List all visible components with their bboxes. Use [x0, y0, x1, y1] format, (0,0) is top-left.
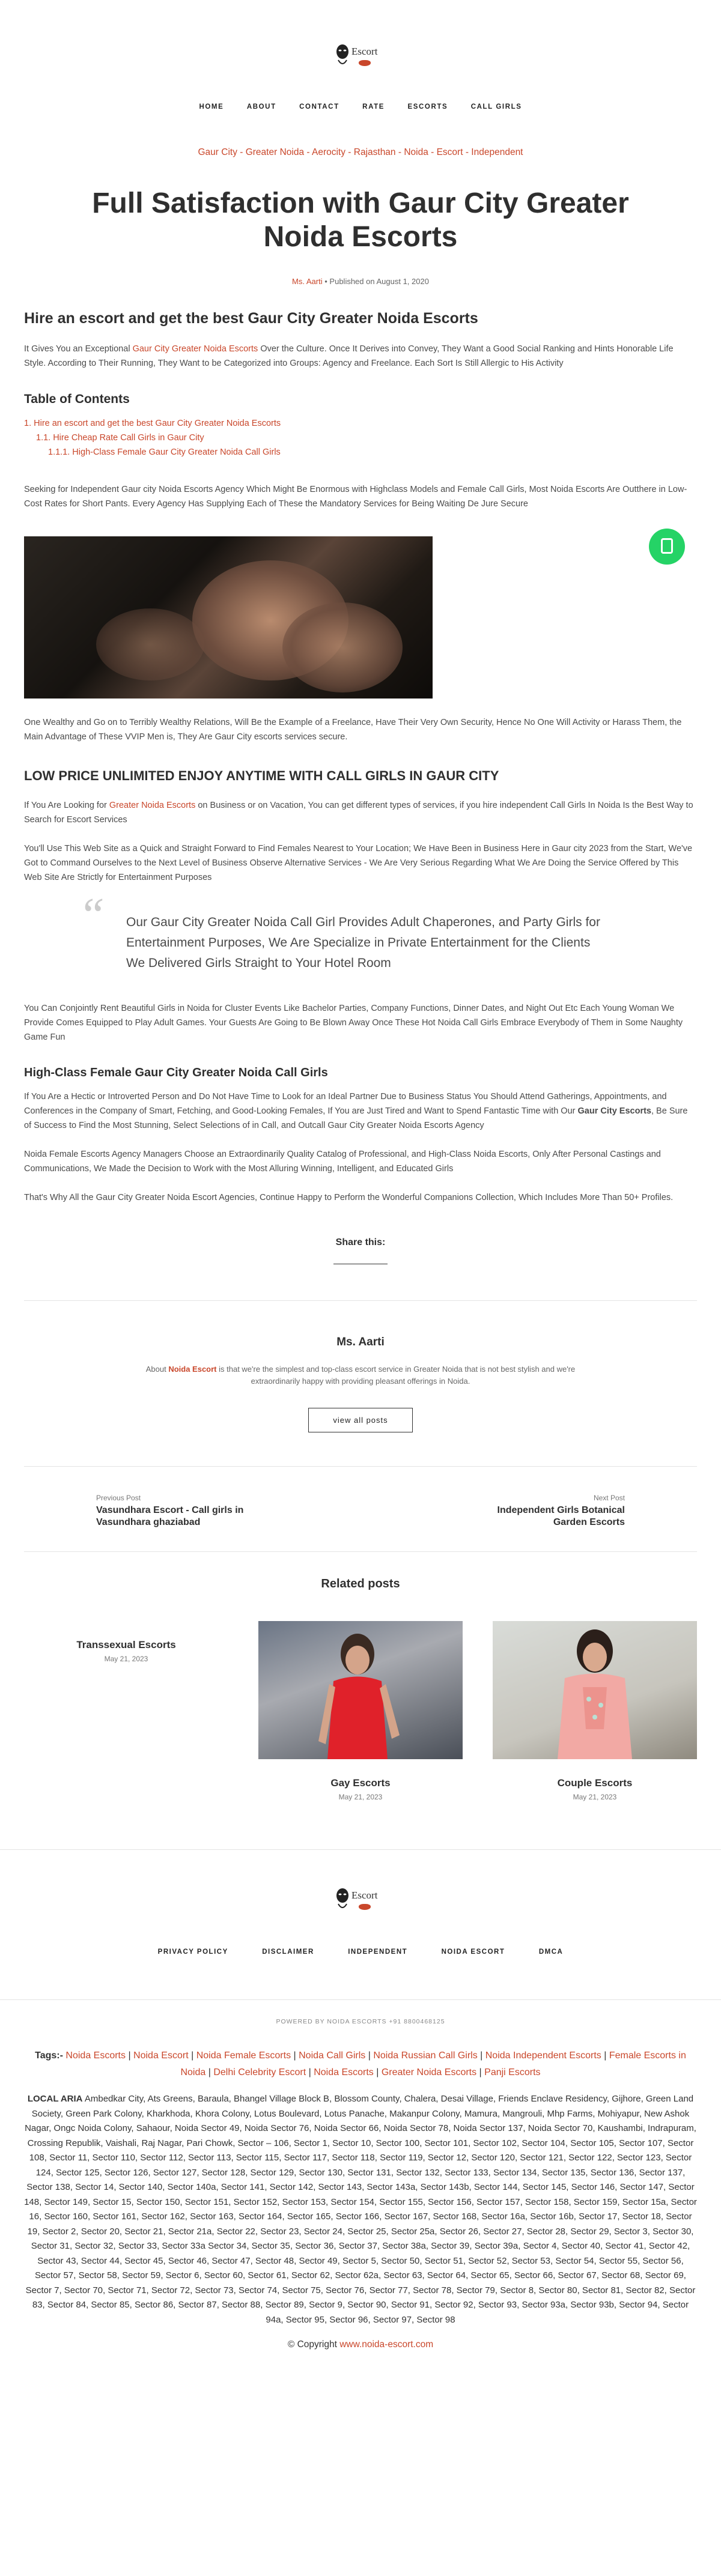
quote-mark-icon: “: [78, 889, 105, 942]
table-of-contents: [24, 416, 697, 459]
nav-home[interactable]: HOME: [199, 103, 224, 111]
related-posts: [24, 1621, 697, 1801]
whatsapp-icon: [661, 538, 673, 554]
divider: [24, 1300, 697, 1301]
related-date: May 21, 2023: [338, 1793, 383, 1801]
related-card[interactable]: [24, 1621, 228, 1801]
intro-heading: Hire an escort and get the best Gaur City Greater Noida Escorts: [24, 310, 478, 327]
article: [24, 147, 697, 1801]
next-post[interactable]: [463, 1494, 625, 1529]
breadcrumb[interactable]: Gaur City - Greater Noida - Aerocity - Rajasthan - Noida - Escort - Independent: [198, 147, 523, 157]
related-image[interactable]: [258, 1621, 463, 1759]
page-title: Full Satisfaction with Gaur City Greater Noida Escorts: [92, 187, 629, 253]
toc-item-1-1-1[interactable]: 1.1.1. High-Class Female Gaur City Greater Noida Call Girls: [48, 447, 281, 457]
local-areas-label: LOCAL ARIA: [27, 2094, 83, 2104]
paragraph-looking: If You Are Looking for Greater Noida Escorts on Business or on Vacation, You can get different types of services, if you hire independent Call Girls In Noida Is the Best Way to Search for Escort Services: [24, 801, 693, 825]
footer-logo[interactable]: [333, 1886, 388, 1917]
tag-link[interactable]: Noida Escorts: [314, 2067, 374, 2077]
tag-link[interactable]: Noida Escort: [133, 2050, 189, 2061]
toc-title: Table of Contents: [24, 392, 130, 406]
byline-sep: •: [324, 277, 330, 286]
copyright-link[interactable]: www.noida-escort.com: [339, 2339, 434, 2350]
related-title[interactable]: Couple Escorts: [557, 1777, 633, 1789]
site-header: [0, 0, 721, 120]
tag-link[interactable]: Noida Russian Call Girls: [373, 2050, 478, 2061]
nav-about[interactable]: ABOUT: [246, 103, 276, 111]
footer-links: [24, 2047, 697, 2350]
tag-link[interactable]: Delhi Celebrity Escort: [213, 2067, 306, 2077]
next-post-label: Next Post: [593, 1494, 625, 1502]
footer-logo-text: Escort: [351, 1890, 378, 1901]
published-date: Published on August 1, 2020: [329, 277, 429, 286]
pull-quote: [24, 889, 697, 974]
author-bio-link[interactable]: Noida Escort: [168, 1365, 217, 1374]
tags: Tags:- Noida Escorts | Noida Escort | Noida Female Escorts | Noida Call Girls | Noida Russian Call Girls | Noida Independent Escorts | Female Escorts in Noida | Delhi Celebrity Escort | Noida Escorts | Greater Noida Escorts | Panji Escorts: [35, 2050, 686, 2077]
previous-post-title[interactable]: Vasundhara Escort - Call girls in Vasundhara ghaziabad: [96, 1505, 244, 1527]
related-title[interactable]: Gay Escorts: [330, 1777, 391, 1789]
related-card[interactable]: [258, 1621, 463, 1801]
quote-text: Our Gaur City Greater Noida Call Girl Provides Adult Chaperones, and Party Girls for Entertainment Purposes, We Are Specialize in Private Entertainment for the Clients We Delivered Girls Straight to Your Hotel Room: [126, 915, 600, 970]
footer-nav-noida-escort[interactable]: NOIDA ESCORT: [441, 1948, 505, 1956]
whatsapp-button[interactable]: [649, 529, 685, 565]
paragraph-hectic: If You Are a Hectic or Introverted Person and Do Not Have Time to Look for an Ideal Partner Due to Business Status You Should Attend Gatherings, Appointments, and Conferences in the Company of Smart, Fetching, and Good-Looking Females, If You are Just Tired and Want to Spend Fantastic Time with Our Gaur City Escorts, Be Sure of Success to Find the Most Stunning, Select Selections of in Call, and Outcall Gaur City Greater Noida Escorts Agency: [24, 1092, 688, 1130]
paragraph-managers: Noida Female Escorts Agency Managers Choose an Extraordinarily Quality Catalog of Professional, and High-Class Noida Escorts, Only After Personal Castings and Communications, We Made the Decision to Work with the Most Alluring Winning, Intelligent, and Educated Girls: [24, 1150, 661, 1174]
nav-contact[interactable]: CONTACT: [299, 103, 339, 111]
previous-post[interactable]: [96, 1494, 258, 1529]
hero-image: [24, 536, 433, 699]
mask-logo-icon: [335, 1887, 350, 1911]
author-bio: About Noida Escort is that we're the simplest and top-class escort service in Greater Noida that is not best stylish and we're extraordinarily happy with providing pleasant offerings in Noida.: [145, 1365, 576, 1386]
footer: [0, 1849, 721, 1999]
tag-link[interactable]: Greater Noida Escorts: [381, 2067, 477, 2077]
nav-escorts[interactable]: ESCORTS: [407, 103, 448, 111]
toc-item-1-1[interactable]: 1.1. Hire Cheap Rate Call Girls in Gaur City: [36, 433, 204, 443]
related-heading: Related posts: [321, 1577, 400, 1590]
paragraph-rent: You Can Conjointly Rent Beautiful Girls in Noida for Cluster Events Like Bachelor Parties, Company Functions, Dinner Dates, and Night Out Etc Each Young Woman We Provide Comes Equipped to Play Adult Games. Your Guests Are Going to Be Blown Away Once These Hot Noida Call Girls Embrace Everybody of Them in Some Naughty Game Fun: [24, 1004, 683, 1042]
highclass-heading: High-Class Female Gaur City Greater Noida Call Girls: [24, 1066, 328, 1079]
logo-text: Escort: [351, 46, 378, 57]
intro-paragraph: It Gives You an Exceptional Gaur City Greater Noida Escorts Over the Culture. Once It Derives into Convey, They Want a Good Social Ranking and Hints Honorable Life Style. According to Their Running, They Want to be Categorized into Groups: Agency and Freelance. Each Sort Is Still Allergic to His Activity: [24, 344, 674, 368]
paragraph-website: You'll Use This Web Site as a Quick and Straight Forward to Find Females Nearest to Your Location; We Have Been in Business Here in Gaur city 2023 from the Start, We've Got to Command Ourselves to the Next Level of Business Observe Alternative Services - We Are Very Serious Regarding What We Are Doing the Service Offered by This Web Site Are Strictly for Entertainment Purposes: [24, 844, 693, 882]
next-post-title[interactable]: Independent Girls Botanical Garden Escorts: [497, 1505, 625, 1527]
author-box: [24, 1336, 697, 1432]
greater-noida-link[interactable]: Greater Noida Escorts: [109, 801, 196, 810]
local-areas-list: Ambedkar City, Ats Greens, Baraula, Bhangel Village Block B, Blossom County, Chalera, Desai Village, Friends Enclave Residency, Gijhore, Green Land Society, Green Park Colony, Kharkhoda, Khora Colony, Lotus Boulevard, Lotus Panache, Makanpur Colony, Mamura, Mangrouli, Mhp Farms, Mohiyapur, New Ashok Nagar, Ongc Noida Colony, Sahaour, Noida Sector 49, Noida Sector 76, Noida Sector 66, Noida Sector 78, Noida Sector 137, Noida Sector 70, Kaushambi, Indrapuram, Crossing Republik, Vaishali, Raj Nagar, Pari Chowk, Sector – 106, Sector 1, Sector 10, Sector 100, Sector 101, Sector 102, Sector 104, Sector 105, Sector 107, Sector 108, Sector 11, Sector 110, Sector 112, Sector 113, Sector 115, Sector 117, Sector 118, Sector 119, Sector 12, Sector 120, Sector 121, Sector 122, Sector 123, Sector 124, Sector 125, Sector 126, Sector 127, Sector 128, Sector 129, Sector 130, Sector 131, Sector 132, Sector 133, Sector 134, Sector 135, Sector 136, Sector 137, Sector 138, Sector 14, Sector 140, Sector 140a, Sector 141, Sector 142, Sector 143, Sector 143a, Sector 143b, Sector 144, Sector 145, Sector 146, Sector 147, Sector 148, Sector 149, Sector 15, Sector 150, Sector 151, Sector 152, Sector 153, Sector 154, Sector 155, Sector 156, Sector 157, Sector 158, Sector 159, Sector 15a, Sector 16, Sector 160, Sector 161, Sector 162, Sector 163, Sector 164, Sector 165, Sector 166, Sector 167, Sector 168, Sector 16a, Sector 16b, Sector 17, Sector 18, Sector 19, Sector 2, Sector 20, Sector 21, Sector 21a, Sector 22, Sector 23, Sector 24, Sector 25, Sector 25a, Sector 26, Sector 27, Sector 28, Sector 29, Sector 3, Sector 30, Sector 31, Sector 32, Sector 33, Sector 33a Sector 34, Sector 35, Sector 36, Sector 37, Sector 38a, Sector 39, Sector 39a, Sector 4, Sector 40, Sector 41, Sector 42, Sector 43, Sector 44, Sector 45, Sector 46, Sector 47, Sector 48, Sector 49, Sector 5, Sector 50, Sector 51, Sector 52, Sector 53, Sector 54, Sector 55, Sector 56, Sector 57, Sector 58, Sector 59, Sector 6, Sector 60, Sector 61, Sector 62, Sector 62a, Sector 63, Sector 64, Sector 65, Sector 66, Sector 67, Sector 68, Sector 69, Sector 7, Sector 70, Sector 71, Sector 72, Sector 73, Sector 74, Sector 75, Sector 76, Sector 77, Sector 78, Sector 79, Sector 8, Sector 80, Sector 81, Sector 82, Sector 83, Sector 84, Sector 85, Sector 86, Sector 87, Sector 88, Sector 89, Sector 9, Sector 90, Sector 91, Sector 92, Sector 93, Sector 93a, Sector 93b, Sector 94, Sector 94a, Sector 95, Sector 96, Sector 97, Sector 98: [24, 2094, 697, 2325]
powered-by: POWERED BY NOIDA ESCORTS +91 8800468125: [0, 1999, 721, 2047]
woman-red-dress-image: [258, 1621, 463, 1759]
tag-link[interactable]: Female Escorts in Noida: [180, 2050, 686, 2077]
view-all-posts-button[interactable]: view all posts: [308, 1408, 412, 1432]
share-heading: Share this:: [335, 1237, 386, 1247]
author-link[interactable]: Ms. Aarti: [292, 277, 323, 286]
copyright: © Copyright www.noida-escort.com: [287, 2339, 434, 2350]
footer-nav-privacy[interactable]: PRIVACY POLICY: [157, 1948, 228, 1956]
tag-link[interactable]: Noida Female Escorts: [196, 2050, 291, 2061]
tag-link[interactable]: Noida Escorts: [65, 2050, 126, 2061]
nav-call-girls[interactable]: CALL GIRLS: [470, 103, 522, 111]
footer-nav-dmca[interactable]: DMCA: [538, 1948, 564, 1956]
toc-item-1[interactable]: 1. Hire an escort and get the best Gaur City Greater Noida Escorts: [24, 419, 281, 428]
tags-label: Tags:-: [35, 2050, 63, 2061]
mask-logo-icon: [335, 43, 350, 67]
lips-icon: [359, 1904, 371, 1910]
nav-rate[interactable]: RATE: [362, 103, 385, 111]
post-navigation: [24, 1466, 697, 1552]
footer-nav: [0, 1946, 721, 1957]
byline: [24, 277, 697, 286]
tag-link[interactable]: Panji Escorts: [484, 2067, 541, 2077]
related-date: May 21, 2023: [104, 1655, 148, 1663]
intro-link[interactable]: Gaur City Greater Noida Escorts: [132, 344, 258, 354]
footer-nav-independent[interactable]: INDEPENDENT: [348, 1948, 408, 1956]
author-name: Ms. Aarti: [336, 1336, 385, 1348]
woman-pink-kurta-image: [493, 1621, 697, 1759]
main-nav: [0, 101, 721, 112]
previous-post-label: Previous Post: [96, 1494, 141, 1502]
related-date: May 21, 2023: [573, 1793, 617, 1801]
related-image[interactable]: [493, 1621, 697, 1759]
site-logo[interactable]: [333, 42, 388, 73]
local-areas: [24, 2092, 697, 2327]
lips-icon: [359, 60, 371, 66]
related-title[interactable]: Transsexual Escorts: [76, 1639, 176, 1650]
price-heading: LOW PRICE UNLIMITED ENJOY ANYTIME WITH CALL GIRLS IN GAUR CITY: [24, 768, 499, 783]
tag-link[interactable]: Noida Independent Escorts: [485, 2050, 601, 2061]
tag-link[interactable]: Noida Call Girls: [299, 2050, 366, 2061]
paragraph-agency: Seeking for Independent Gaur city Noida Escorts Agency Which Might Be Enormous with Highclass Models and Female Call Girls, Most Noida Escorts Are Outthere in Low-Cost Rates for Short Pants. Every Agency Has Supplying Each of These the Mandatory Services for Being Waiting De Jure Secure: [24, 485, 687, 509]
footer-nav-disclaimer[interactable]: DISCLAIMER: [262, 1948, 314, 1956]
related-card[interactable]: [493, 1621, 697, 1801]
paragraph-why: That's Why All the Gaur City Greater Noida Escort Agencies, Continue Happy to Perform the Wonderful Companions Collection, Which Includes More Than 50+ Profiles.: [24, 1193, 674, 1202]
gaur-city-escorts-bold: Gaur City Escorts: [577, 1106, 651, 1116]
paragraph-wealthy: One Wealthy and Go on to Terribly Wealthy Relations, Will Be the Example of a Freelance, Have Their Very Own Security, Hence No One Will Activity or Harass Them, the Main Advantage of These VVIP Men is, They Are Gaur City escorts services secure.: [24, 718, 682, 742]
